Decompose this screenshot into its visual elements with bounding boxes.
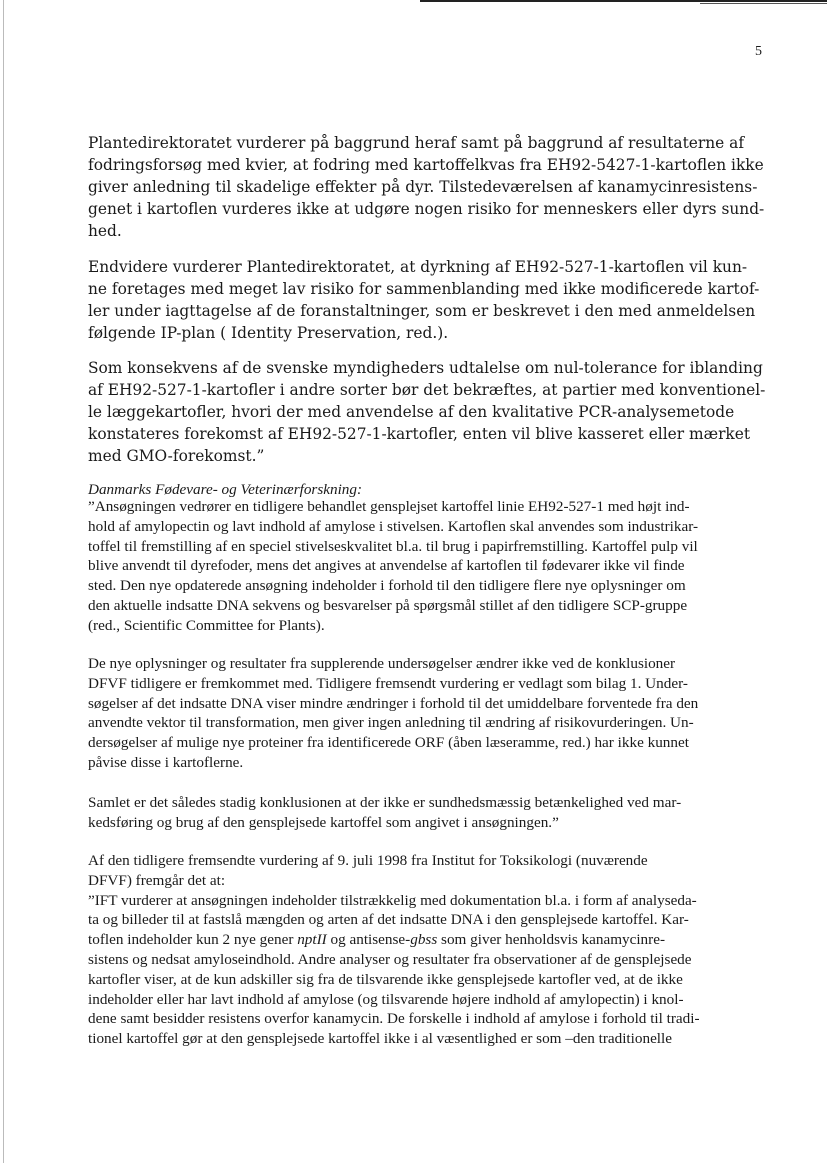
paragraph-dfvf-application (88, 497, 698, 636)
text-line: dersøgelser af mulige nye proteiner fra identificerede ORF (åben læseramme, red.) har ikke kunnet (88, 734, 689, 752)
paragraph-plantedirektoratet-conclusion (88, 132, 764, 242)
text-line: med GMO-forekomst.” (88, 447, 265, 465)
text-line: følgende IP-plan ( Identity Preservation, red.). (88, 324, 449, 342)
text-line: påvise disse i kartoflerne. (88, 753, 244, 771)
text-line-with-gene-names (88, 930, 700, 950)
text-run: som giver henholdsvis kanamycinre- (437, 931, 666, 949)
text-line: toffel til fremstilling af en speciel stivelseskvalitet bl.a. til brug i papirfremstilling. Kartoffel pulp vil (88, 537, 698, 555)
text-line: kartofler viser, at de kun adskiller sig fra de tilsvarende ikke gensplejsede kartofler ved, at de ikke (88, 970, 683, 988)
text-line: kedsføring og brug af den gensplejsede kartoffel som angivet i ansøgningen.” (88, 813, 559, 831)
text-line: le læggekartofler, hvori der med anvendelse af den kvalitative PCR-analysemetode (88, 403, 735, 421)
text-line: ta og billeder til at fastslå mængden og arten af det indsatte DNA i den gensplejsede kartoffel. Kar- (88, 911, 689, 929)
text-line: DFVF tidligere er fremkommet med. Tidligere fremsendt vurdering er vedlagt som bilag 1. Under- (88, 674, 688, 692)
text-run: og antisense- (326, 931, 411, 949)
text-line: tionel kartoffel gør at den gensplejsede kartoffel ikke i al væsentlighed er som –den traditionelle (88, 1030, 672, 1048)
text-line: Af den tidligere fremsendte vurdering af 9. juli 1998 fra Institut for Toksikologi (nuværende (88, 852, 648, 869)
text-line: giver anledning til skadelige effekter på dyr. Tilstedeværelsen af kanamycinresistens- (88, 178, 758, 196)
paragraph-nul-tolerance (88, 357, 765, 467)
scan-border-top (420, 0, 827, 2)
text-line: Samlet er det således stadig konklusionen at der ikke er sundhedsmæssig betænkelighed ved mar- (88, 794, 682, 811)
text-line: den aktuelle indsatte DNA sekvens og besvarelser på spørgsmål stillet af den tidligere SCP-gruppe (88, 596, 688, 614)
text-line: søgelser af det indsatte DNA viser mindre ændringer i forhold til det umiddelbare forventede fra den (88, 694, 699, 712)
page-number: 5 (755, 44, 762, 59)
text-line: hold af amylopectin og lavt indhold af amylose i stivelsen. Kartoflen skal anvendes som industrikar- (88, 517, 699, 535)
paragraph-ift-assessment (88, 851, 700, 1049)
text-line: De nye oplysninger og resultater fra supplerende undersøgelser ændrer ikke ved de konklusioner (88, 655, 676, 672)
text-run: toflen indeholder kun 2 nye gener (88, 931, 298, 949)
text-line: ”IFT vurderer at ansøgningen indeholder tilstrækkelig med dokumentation bl.a. i form af analyseda- (88, 891, 697, 909)
text-line: DFVF) fremgår det at: (88, 871, 226, 889)
text-line: konstateres forekomst af EH92-527-1-kartofler, enten vil blive kasseret eller mærket (88, 425, 751, 443)
text-line: Plantedirektoratet vurderer på baggrund heraf samt på baggrund af resultaterne af (88, 134, 745, 152)
text-line: ne foretages med meget lav risiko for sammenblanding med ikke modificerede kartof- (88, 280, 760, 298)
text-line: af EH92-527-1-kartofler i andre sorter bør det bekræftes, at partier med konventionel- (88, 381, 766, 399)
text-line: genet i kartoflen vurderes ikke at udgøre nogen risiko for menneskers eller dyrs sund- (88, 200, 765, 218)
text-line: (red., Scientific Committee for Plants). (88, 616, 325, 634)
text-line: anvendte vektor til transformation, men giver ingen anledning til ændring af risikovurderingen. Un- (88, 714, 694, 732)
text-line: ler under iagttagelse af de foranstaltninger, som er beskrevet i den med anmeldelsen (88, 302, 756, 320)
paragraph-cultivation-risk (88, 256, 759, 344)
text-line: sistens og nedsat amyloseindhold. Andre analyser og resultater fra observationer af de gensplejsede (88, 950, 692, 968)
scan-border-top-secondary (700, 3, 827, 4)
text-line: Endvidere vurderer Plantedirektoratet, at dyrkning af EH92-527-1-kartoflen vil kun- (88, 258, 748, 276)
text-line: sted. Den nye opdaterede ansøgning indeholder i forhold til den tidligere flere nye oplysninger om (88, 577, 686, 595)
text-line: fodringsforsøg med kvier, at fodring med kartoffelkvas fra EH92-5427-1-kartoflen ikke (88, 156, 764, 174)
scan-edge-left (3, 0, 4, 1163)
paragraph-dfvf-new-information (88, 654, 698, 773)
text-line: dene samt besidder resistens overfor kanamycin. De forskelle i indhold af amylose i forhold til tradi- (88, 1010, 700, 1028)
section-heading-dfvf: Danmarks Fødevare- og Veterinærforskning: (88, 481, 363, 498)
text-line: Som konsekvens af de svenske myndigheders udtalelse om nul-tolerance for iblanding (88, 359, 763, 377)
text-line: indeholder eller har lavt indhold af amylose (og tilsvarende højere indhold af amylopectin) i knol- (88, 990, 684, 1008)
text-line: blive anvendt til dyrefoder, mens det angives at anvendelse af kartoflen til fødevarer ikke vil finde (88, 557, 685, 575)
paragraph-dfvf-conclusion (88, 793, 681, 833)
text-line: hed. (88, 222, 122, 240)
gene-name-nptII: nptII (297, 931, 327, 949)
gene-name-gbss: gbss (410, 931, 438, 949)
text-line: ”Ansøgningen vedrører en tidligere behandlet gensplejset kartoffel linie EH92-527-1 med højt ind- (88, 498, 690, 515)
